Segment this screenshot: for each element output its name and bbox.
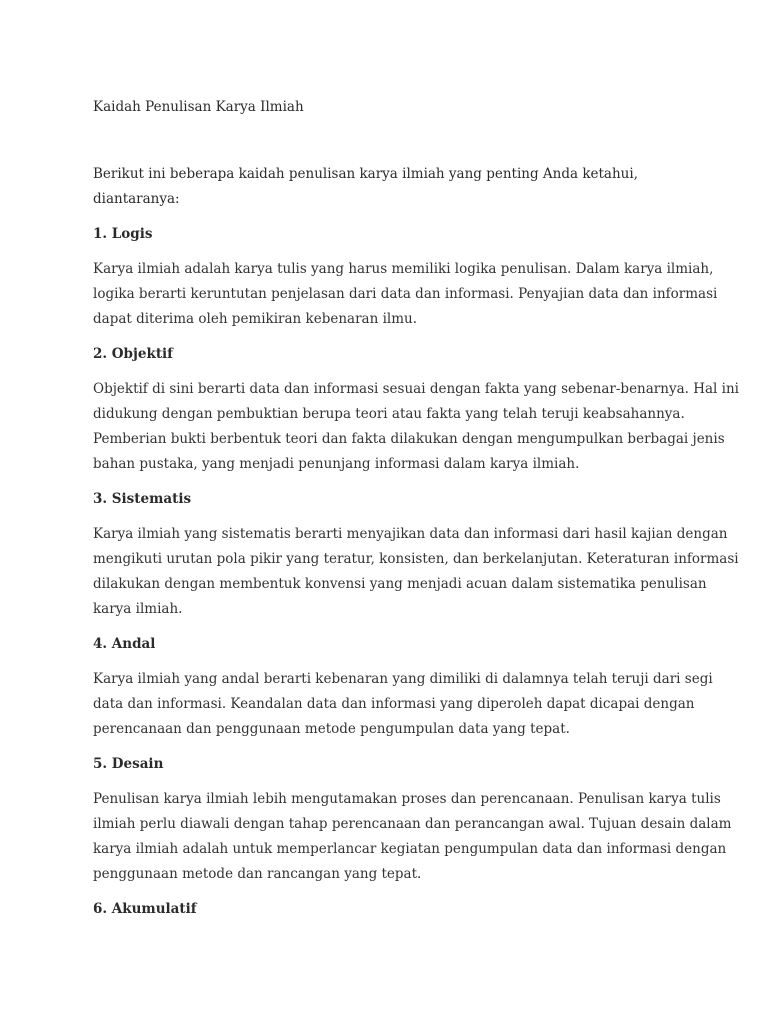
section-logis <box>93 224 718 332</box>
body-line: Objektif di sini berarti data dan informasi sesuai dengan fakta yang sebenar-benarnya. Hal ini <box>93 381 739 397</box>
body-line: karya ilmiah adalah untuk memperlancar kegiatan pengumpulan data dan informasi dengan <box>93 841 727 857</box>
section-body <box>93 522 739 622</box>
body-line: bahan pustaka, yang menjadi penunjang informasi dalam karya ilmiah. <box>93 456 580 472</box>
body-line: didukung dengan pembuktian berupa teori atau fakta yang telah teruji keabsahannya. <box>93 406 685 422</box>
section-heading: 3. Sistematis <box>93 491 192 507</box>
body-line: penggunaan metode dan rancangan yang tepat. <box>93 866 422 882</box>
body-line: Karya ilmiah adalah karya tulis yang harus memiliki logika penulisan. Dalam karya ilmiah, <box>93 261 714 277</box>
section-heading: 5. Desain <box>93 756 164 772</box>
section-heading: 2. Objektif <box>93 346 173 362</box>
body-line: karya ilmiah. <box>93 601 183 617</box>
body-line: Karya ilmiah yang andal berarti kebenaran yang dimiliki di dalamnya telah teruji dari segi <box>93 671 713 687</box>
section-heading: 4. Andal <box>93 636 156 652</box>
section-heading: 6. Akumulatif <box>93 901 197 917</box>
section-body <box>93 667 713 742</box>
section-objektif <box>93 344 739 477</box>
intro-paragraph: Berikut ini beberapa kaidah penulisan karya ilmiah yang penting Anda ketahui, diantaranya: <box>93 166 638 207</box>
section-body <box>93 377 739 477</box>
section-sistematis <box>93 489 739 622</box>
section-akumulatif <box>93 899 693 919</box>
body-line: Pemberian bukti berbentuk teori dan fakta dilakukan dengan mengumpulkan berbagai jenis <box>93 431 725 447</box>
body-line: dapat diterima oleh pemikiran kebenaran ilmu. <box>93 311 417 327</box>
section-desain <box>93 754 732 887</box>
section-heading: 1. Logis <box>93 226 153 242</box>
body-line: ilmiah perlu diawali dengan tahap perencanaan dan perancangan awal. Tujuan desain dalam <box>93 816 732 832</box>
document-page <box>93 97 739 932</box>
body-line: Penulisan karya ilmiah lebih mengutamakan proses dan perencanaan. Penulisan karya tulis <box>93 791 721 807</box>
section-body <box>93 257 718 332</box>
body-line: data dan informasi. Keandalan data dan informasi yang diperoleh dapat dicapai dengan <box>93 696 695 712</box>
body-line: dilakukan dengan membentuk konvensi yang menjadi acuan dalam sistematika penulisan <box>93 576 707 592</box>
section-andal <box>93 634 713 742</box>
body-line: mengikuti urutan pola pikir yang teratur, konsisten, dan berkelanjutan. Keteraturan informasi <box>93 551 739 567</box>
document-title: Kaidah Penulisan Karya Ilmiah <box>93 99 304 115</box>
body-line: logika berarti keruntutan penjelasan dari data dan informasi. Penyajian data dan informasi <box>93 286 718 302</box>
section-body <box>93 787 732 887</box>
body-line: Karya ilmiah yang sistematis berarti menyajikan data dan informasi dari hasil kajian dengan <box>93 526 728 542</box>
body-line: perencanaan dan penggunaan metode pengumpulan data yang tepat. <box>93 721 570 737</box>
